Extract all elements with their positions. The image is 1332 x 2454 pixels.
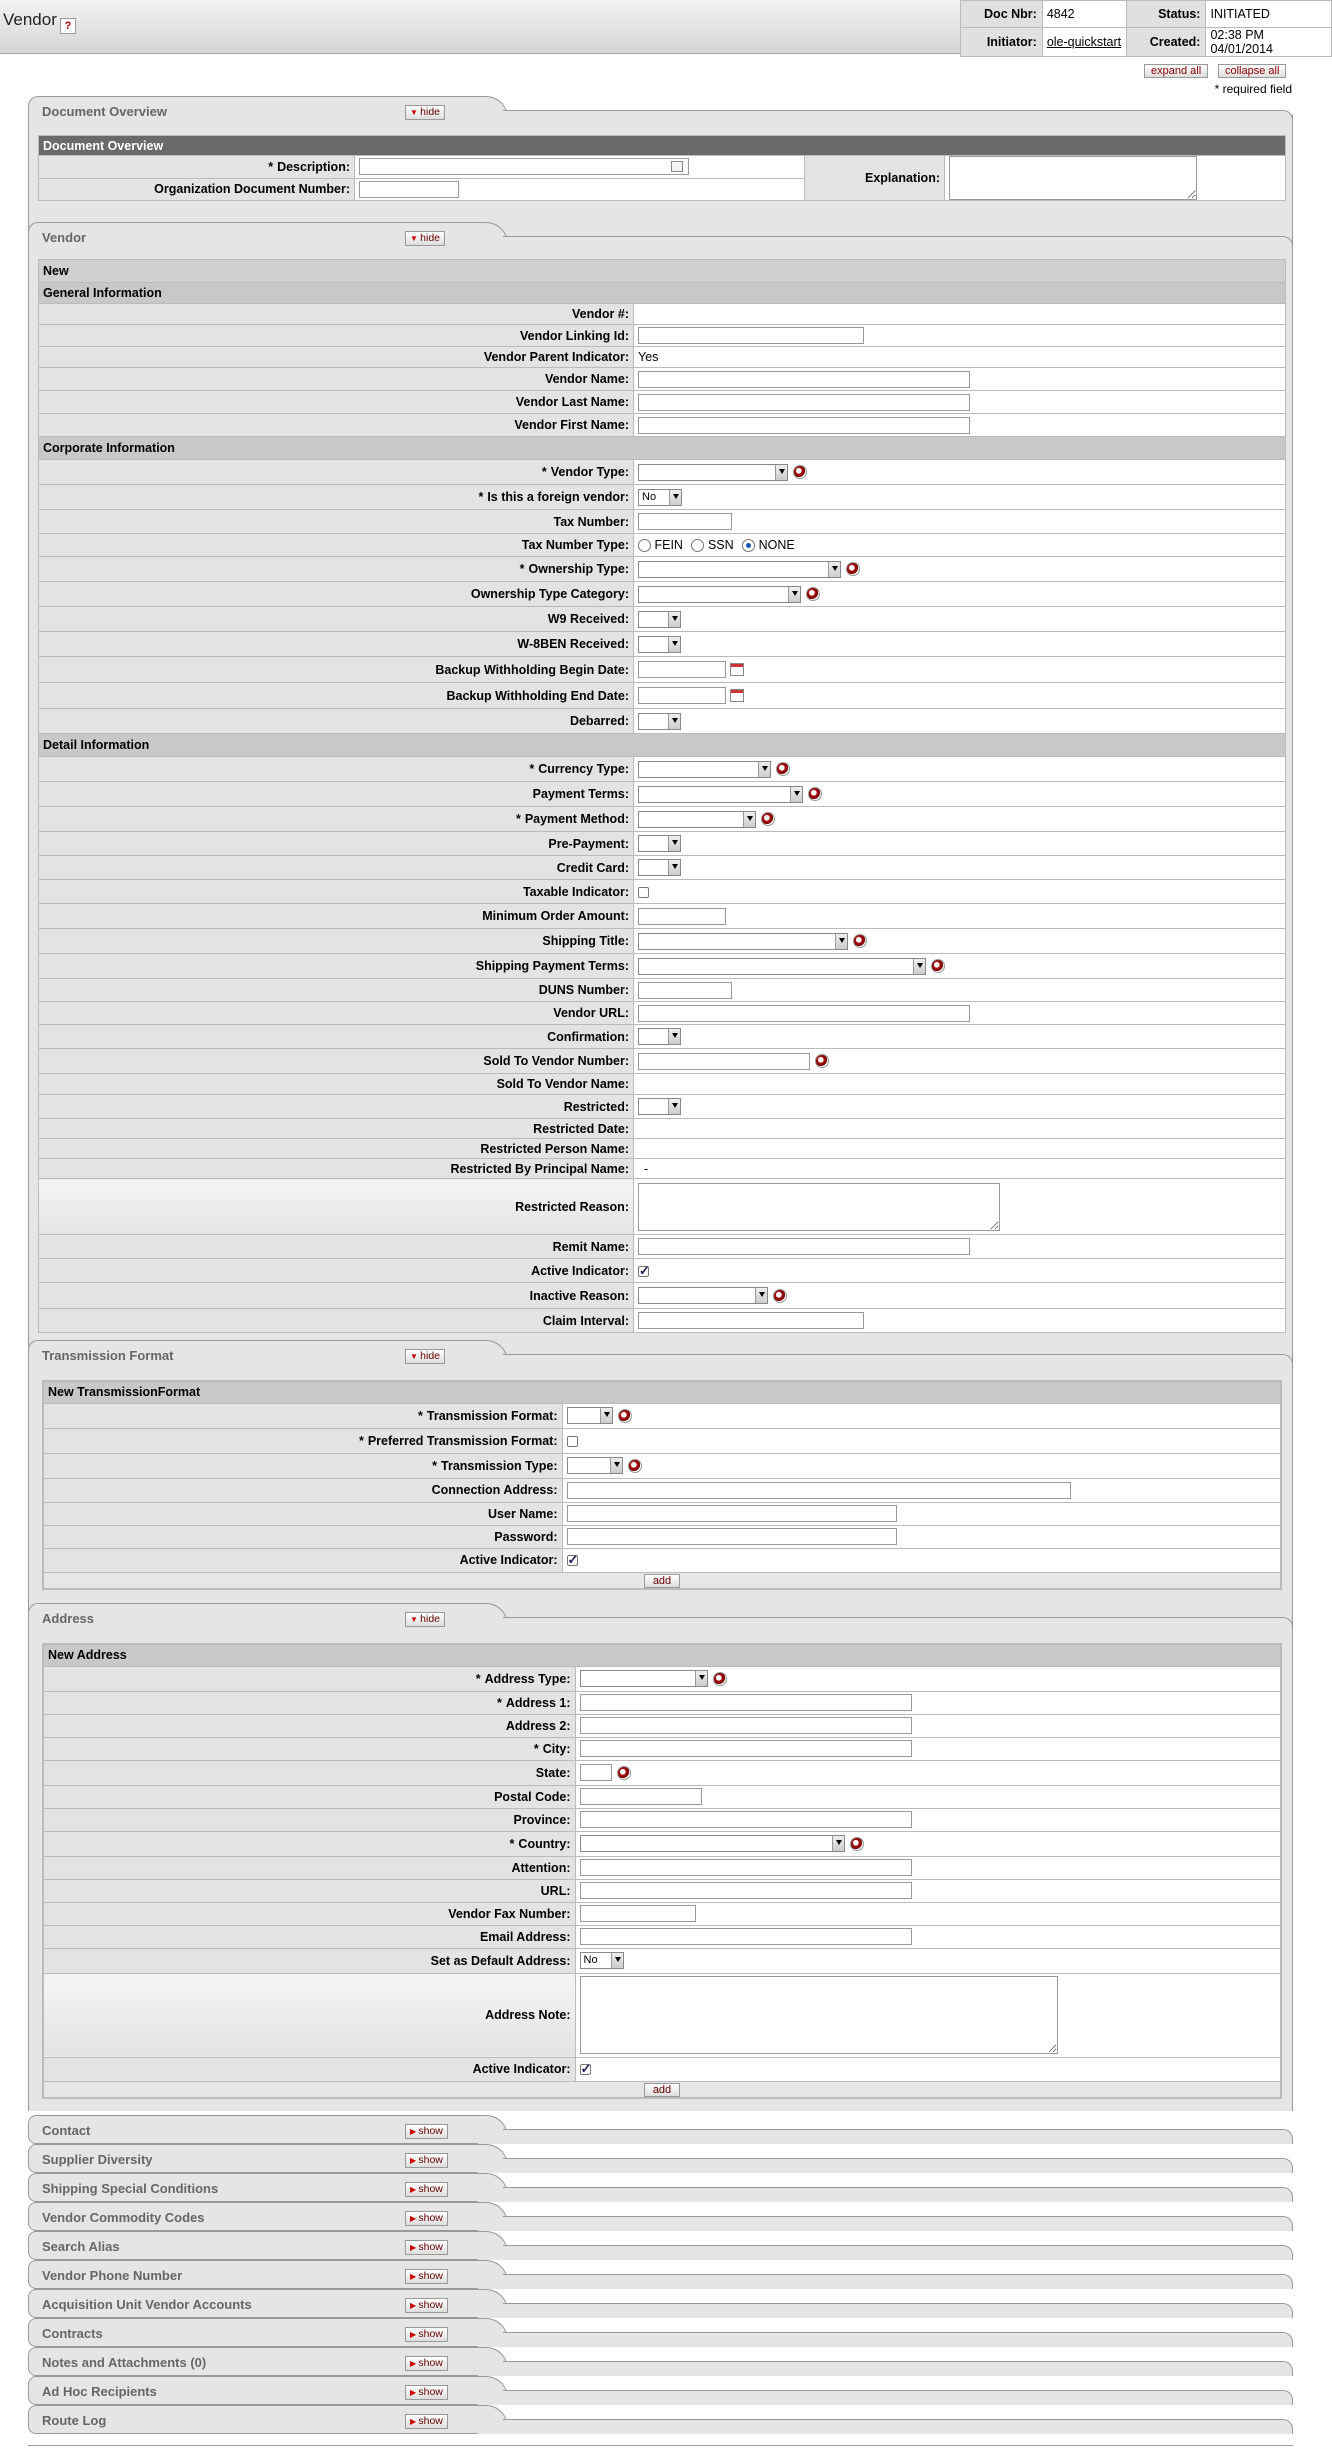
tab-route-log-title: Route Log: [42, 2413, 107, 2428]
detail-info-header: Detail Information: [39, 734, 1286, 757]
restricted-date-label: Restricted Date:: [39, 1119, 634, 1139]
transmission-format-hide-button[interactable]: ▼ hide: [405, 1349, 445, 1364]
ownership-category-lookup-icon[interactable]: [806, 587, 820, 601]
tab-supplier-diversity-title: Supplier Diversity: [42, 2152, 153, 2167]
tab-document-overview-title: Document Overview: [42, 104, 167, 119]
inactive-reason-lookup-icon[interactable]: [773, 1289, 787, 1303]
shipping-special-conditions-show-button[interactable]: ▶ show: [405, 2182, 448, 2197]
active-indicator-label: Active Indicator:: [39, 1259, 634, 1283]
user-name-label: User Name:: [43, 1502, 562, 1525]
vendor-hide-button[interactable]: ▼ hide: [405, 231, 445, 246]
ownership-type-select[interactable]: [638, 561, 841, 578]
vendor-url-label: Vendor URL:: [39, 1002, 634, 1025]
payment-terms-select[interactable]: [638, 786, 803, 803]
address-add-button[interactable]: add: [644, 2083, 680, 2097]
notes-and-attachments-show-button[interactable]: ▶ show: [405, 2356, 448, 2371]
restricted-person-label: Restricted Person Name:: [39, 1139, 634, 1159]
sold-to-number-input[interactable]: [638, 1053, 810, 1070]
address-url-label: URL:: [43, 1879, 575, 1902]
default-address-value: No: [583, 1954, 598, 1966]
tax-type-fein-label: FEIN: [654, 537, 683, 552]
tab-transmission-format-title: Transmission Format: [42, 1348, 174, 1363]
restricted-reason-textarea[interactable]: [638, 1183, 1000, 1231]
transmission-type-select[interactable]: [567, 1457, 623, 1474]
ownership-type-lookup-icon[interactable]: [846, 562, 860, 576]
inactive-reason-select[interactable]: [638, 1287, 768, 1304]
sold-to-lookup-icon[interactable]: [815, 1054, 829, 1068]
vendor-num-label: Vendor #:: [39, 304, 634, 325]
backup-end-calendar-icon[interactable]: [730, 689, 744, 702]
address-type-select[interactable]: [580, 1670, 708, 1687]
tax-type-fein-radio[interactable]: [638, 539, 651, 552]
password-input[interactable]: [567, 1528, 897, 1545]
vendor-phone-number-show-button[interactable]: ▶ show: [405, 2269, 448, 2284]
tab-address-title: Address: [42, 1611, 95, 1626]
new-address-header: New Address: [43, 1644, 1281, 1666]
foreign-vendor-label: Is this a foreign vendor:: [487, 490, 629, 504]
preferred-format-label: Preferred Transmission Format:: [367, 1433, 558, 1448]
ad-hoc-recipients-show-button[interactable]: ▶ show: [405, 2385, 448, 2400]
vendor-commodity-codes-show-button[interactable]: ▶ show: [405, 2211, 448, 2226]
vendor-num-value: [634, 304, 1286, 325]
w9-received-select[interactable]: [638, 611, 681, 628]
restricted-select[interactable]: [638, 1098, 681, 1115]
tab-ad-hoc-recipients-title: Ad Hoc Recipients: [42, 2384, 157, 2399]
ownership-category-label: Ownership Type Category:: [39, 582, 634, 607]
payment-method-select[interactable]: [638, 811, 756, 828]
tab-shipping-special-conditions-title: Shipping Special Conditions: [42, 2181, 219, 2196]
restricted-principal-value: -: [634, 1159, 1286, 1179]
email-address-label: Email Address:: [43, 1925, 575, 1948]
fax-number-label: Vendor Fax Number:: [43, 1902, 575, 1925]
address2-label: Address 2:: [43, 1714, 575, 1737]
transmission-format-lookup-icon[interactable]: [618, 1409, 632, 1423]
transmission-format-select[interactable]: [567, 1407, 613, 1424]
linking-id-input[interactable]: [638, 327, 864, 344]
tax-number-type-label: Tax Number Type:: [39, 534, 634, 557]
restricted-date-value: [634, 1119, 1286, 1139]
state-lookup-icon[interactable]: [617, 1766, 631, 1780]
w8ben-received-label: W-8BEN Received:: [39, 632, 634, 657]
duns-number-input[interactable]: [638, 982, 732, 999]
country-lookup-icon[interactable]: [850, 1837, 864, 1851]
duns-number-label: DUNS Number:: [39, 979, 634, 1002]
route-log-show-button[interactable]: ▶ show: [405, 2414, 448, 2429]
state-input[interactable]: [580, 1764, 612, 1781]
address1-label: Address 1:: [505, 1695, 571, 1710]
address-note-label: Address Note:: [43, 1973, 575, 2057]
shipping-title-lookup-icon[interactable]: [853, 934, 867, 948]
address-url-input[interactable]: [580, 1882, 912, 1899]
explanation-textarea[interactable]: [949, 156, 1197, 200]
country-select[interactable]: [580, 1835, 845, 1852]
vendor-type-lookup-icon[interactable]: [793, 465, 807, 479]
prepayment-label: Pre-Payment:: [39, 832, 634, 856]
document-overview-table: Document Overview * Description: Explanation: Organization Document Number:: [38, 135, 1286, 201]
ownership-category-select[interactable]: [638, 586, 801, 603]
page-title: Vendor: [3, 10, 57, 29]
attention-label: Attention:: [43, 1856, 575, 1879]
doc-nbr-value: 4842: [1042, 1, 1126, 28]
payment-method-label: Payment Method:: [524, 812, 629, 826]
credit-card-select[interactable]: [638, 859, 681, 876]
backup-end-date-input[interactable]: [638, 687, 726, 704]
new-transmission-format-header: New TransmissionFormat: [43, 1381, 1281, 1403]
remit-name-label: Remit Name:: [39, 1235, 634, 1259]
vendor-table: New General Information Vendor #: Vendor Linking Id: Vendor Parent Indicator: Yes Vendor Name: Vendor Last Name: Vendor First Name: Corporate Information * Vendor Type: * Is this a foreign vendor: No Tax Number: Tax Number Type: FEIN SSN NONE * Ownership Type: Ownership Type Category: W9 Received: W-8BEN Received: Backup Withholding Begin Date: Backup Withholding End Date: Debarred: Detail Information * Currency Type: Payment Terms: * Payment Method: Pre-Payment: Credit Card: Taxable Indicator: Minimum Order Amount: Shipping Title: Shipping Payment Terms: DUNS Number: Vendor URL: Confirmation: Sold To Vendor Number: Sold To Vendor Name: Restricted: Restricted Date: Restricted Person Name: Restricted By Principal Name: - Restricted Reason: Remit Name: Active Indicator: ✓ Inactive Reason: Claim Interval:: [38, 259, 1286, 1333]
foreign-vendor-select[interactable]: [638, 489, 682, 506]
panel-bottom-border: [28, 2445, 1293, 2446]
backup-end-date-label: Backup Withholding End Date:: [39, 683, 634, 709]
shipping-title-label: Shipping Title:: [39, 929, 634, 954]
attention-input[interactable]: [580, 1859, 912, 1876]
contracts-show-button[interactable]: ▶ show: [405, 2327, 448, 2342]
status-label: Status:: [1126, 1, 1206, 28]
tax-type-ssn-radio[interactable]: [691, 539, 704, 552]
tab-shipping-special-conditions: [28, 2173, 1293, 2202]
claim-interval-input[interactable]: [638, 1312, 864, 1329]
vendor-last-name-label: Vendor Last Name:: [39, 391, 634, 414]
help-icon[interactable]: ?: [60, 18, 76, 34]
address-type-lookup-icon[interactable]: [713, 1672, 727, 1686]
document-overview-hide-button[interactable]: ▼ hide: [405, 105, 445, 120]
taxable-indicator-label: Taxable Indicator:: [39, 880, 634, 904]
tab-ad-hoc-recipients: [28, 2376, 1293, 2405]
city-label: City:: [542, 1741, 571, 1756]
address1-input[interactable]: [580, 1694, 912, 1711]
connection-address-label: Connection Address:: [43, 1478, 562, 1502]
restricted-principal-label: Restricted By Principal Name:: [39, 1159, 634, 1179]
description-input[interactable]: [359, 158, 689, 175]
vendor-first-name-input[interactable]: [638, 417, 970, 434]
tab-acquisition-unit-vendor-accounts: [28, 2289, 1293, 2318]
status-value: INITIATED: [1206, 1, 1332, 28]
doc-nbr-label: Doc Nbr:: [961, 1, 1043, 28]
tab-address: [28, 1603, 1293, 1629]
vendor-last-name-input[interactable]: [638, 394, 970, 411]
ownership-type-label: Ownership Type:: [528, 562, 629, 576]
address-note-textarea[interactable]: [580, 1976, 1058, 2054]
initiator-label: Initiator:: [961, 28, 1043, 57]
province-input[interactable]: [580, 1811, 912, 1828]
parent-indicator-value: Yes: [634, 347, 1286, 368]
tab-document-overview: [28, 96, 1293, 122]
transmission-type-lookup-icon[interactable]: [628, 1459, 642, 1473]
backup-begin-date-input[interactable]: [638, 661, 726, 678]
tab-search-alias-title: Search Alias: [42, 2239, 120, 2254]
transmission-add-button[interactable]: add: [644, 1574, 680, 1588]
fax-number-input[interactable]: [580, 1905, 696, 1922]
parent-indicator-label: Vendor Parent Indicator:: [39, 347, 634, 368]
currency-type-lookup-icon[interactable]: [776, 762, 790, 776]
transmission-active-checkbox[interactable]: [567, 1555, 578, 1566]
sold-to-name-label: Sold To Vendor Name:: [39, 1074, 634, 1095]
email-address-input[interactable]: [580, 1928, 912, 1945]
tab-vendor-title: Vendor: [42, 230, 87, 245]
transmission-type-label: Transmission Type:: [441, 1458, 558, 1473]
vendor-first-name-label: Vendor First Name:: [39, 414, 634, 437]
tax-type-ssn-label: SSN: [707, 537, 734, 552]
tab-vendor-phone-number: [28, 2260, 1293, 2289]
tab-acquisition-unit-title: Acquisition Unit Vendor Accounts: [42, 2297, 252, 2312]
document-overview-header: Document Overview: [39, 136, 1286, 156]
min-order-label: Minimum Order Amount:: [39, 904, 634, 929]
restricted-person-value: [634, 1139, 1286, 1159]
address-table: New Address * Address Type: * Address 1: Address 2: * City: State: Postal Code: Province: * Country: Attention: URL: Vendor Fax Number: Email Address: Set as Default Address: No Address Note: Active Indicator: ✓ add: [42, 1643, 1282, 2099]
transmission-format-table: New TransmissionFormat * Transmission Format: * Preferred Transmission Format: * Transmission Type: Connection Address: User Name: Password: Active Indicator: ✓ add: [42, 1380, 1282, 1590]
shipping-title-select[interactable]: [638, 933, 848, 950]
tab-vendor-phone-number-title: Vendor Phone Number: [42, 2268, 183, 2283]
acquisition-unit-show-button[interactable]: ▶ show: [405, 2298, 448, 2313]
backup-begin-date-label: Backup Withholding Begin Date:: [39, 657, 634, 683]
tab-contracts: [28, 2318, 1293, 2347]
tab-contact: [28, 2115, 1293, 2144]
user-name-input[interactable]: [567, 1505, 897, 1522]
prepayment-select[interactable]: [638, 835, 681, 852]
vendor-url-input[interactable]: [638, 1005, 970, 1022]
vendor-name-input[interactable]: [638, 371, 970, 388]
restricted-label: Restricted:: [39, 1095, 634, 1119]
tab-vendor: [28, 222, 1293, 248]
shipping-payment-terms-lookup-icon[interactable]: [931, 959, 945, 973]
tax-number-input[interactable]: [638, 513, 732, 530]
address-hide-button[interactable]: ▼ hide: [405, 1612, 445, 1627]
address2-input[interactable]: [580, 1717, 912, 1734]
tax-number-label: Tax Number:: [39, 510, 634, 534]
search-alias-show-button[interactable]: ▶ show: [405, 2240, 448, 2255]
tab-search-alias: [28, 2231, 1293, 2260]
password-label: Password:: [43, 1525, 562, 1548]
tab-contact-title: Contact: [42, 2123, 91, 2138]
required-field-note: * required field: [1214, 82, 1292, 96]
debarred-select[interactable]: [638, 713, 681, 730]
address-active-label: Active Indicator:: [43, 2057, 575, 2081]
corporate-info-header: Corporate Information: [39, 437, 1286, 460]
supplier-diversity-show-button[interactable]: ▶ show: [405, 2153, 448, 2168]
initiator-link[interactable]: ole-quickstart: [1046, 35, 1122, 49]
tab-vendor-commodity-codes-title: Vendor Commodity Codes: [42, 2210, 205, 2225]
org-doc-number-input[interactable]: [359, 181, 459, 198]
address-type-label: Address Type:: [484, 1671, 571, 1686]
state-label: State:: [43, 1760, 575, 1785]
city-input[interactable]: [580, 1740, 912, 1757]
country-label: Country:: [518, 1836, 571, 1851]
vendor-new-header: New: [39, 260, 1286, 283]
foreign-vendor-value: No: [642, 490, 657, 503]
remit-name-input[interactable]: [638, 1238, 970, 1255]
tab-transmission-format: [28, 1340, 1293, 1366]
postal-code-label: Postal Code:: [43, 1785, 575, 1808]
payment-terms-label: Payment Terms:: [39, 782, 634, 807]
shipping-payment-terms-select[interactable]: [638, 958, 926, 975]
created-label: Created:: [1126, 28, 1206, 57]
shipping-payment-terms-label: Shipping Payment Terms:: [39, 954, 634, 979]
default-address-select[interactable]: [580, 1952, 624, 1969]
w9-received-label: W9 Received:: [39, 607, 634, 632]
tax-type-none-radio[interactable]: [742, 539, 755, 552]
backup-begin-calendar-icon[interactable]: [730, 663, 744, 676]
confirmation-label: Confirmation:: [39, 1025, 634, 1049]
restricted-reason-label: Restricted Reason:: [39, 1179, 634, 1235]
tab-contracts-title: Contracts: [42, 2326, 103, 2341]
document-header: [0, 0, 1332, 54]
vendor-type-label: Vendor Type:: [550, 465, 629, 479]
created-value: 02:38 PM 04/01/2014: [1206, 28, 1332, 57]
active-indicator-checkbox[interactable]: [638, 1266, 649, 1277]
inactive-reason-label: Inactive Reason:: [39, 1283, 634, 1309]
document-info-table: [960, 0, 1332, 57]
province-label: Province:: [43, 1808, 575, 1831]
currency-type-select[interactable]: [638, 761, 771, 778]
w8ben-received-select[interactable]: [638, 636, 681, 653]
tab-notes-and-attachments-title: Notes and Attachments (0): [42, 2355, 207, 2370]
general-info-header: General Information: [39, 283, 1286, 304]
taxable-indicator-checkbox[interactable]: [638, 887, 649, 898]
tab-vendor-commodity-codes: [28, 2202, 1293, 2231]
currency-type-label: Currency Type:: [538, 762, 629, 776]
transmission-active-label: Active Indicator:: [43, 1548, 562, 1572]
credit-card-label: Credit Card:: [39, 856, 634, 880]
collapse-all-button[interactable]: collapse all: [1218, 64, 1286, 78]
default-address-label: Set as Default Address:: [43, 1948, 575, 1973]
org-doc-number-label: Organization Document Number:: [39, 178, 355, 201]
postal-code-input[interactable]: [580, 1788, 702, 1805]
connection-address-input[interactable]: [567, 1482, 1071, 1499]
tab-route-log: [28, 2405, 1293, 2434]
sold-to-number-label: Sold To Vendor Number:: [39, 1049, 634, 1074]
payment-method-lookup-icon[interactable]: [761, 812, 775, 826]
contact-show-button[interactable]: ▶ show: [405, 2124, 448, 2139]
transmission-format-label: Transmission Format:: [426, 1408, 558, 1423]
expand-text-icon[interactable]: [671, 161, 683, 172]
vendor-type-select[interactable]: [638, 464, 788, 481]
linking-id-label: Vendor Linking Id:: [39, 325, 634, 347]
vendor-name-label: Vendor Name:: [39, 368, 634, 391]
payment-terms-lookup-icon[interactable]: [808, 787, 822, 801]
explanation-label: Explanation:: [805, 156, 945, 201]
tab-supplier-diversity: [28, 2144, 1293, 2173]
preferred-format-checkbox[interactable]: [567, 1436, 578, 1447]
min-order-input[interactable]: [638, 908, 726, 925]
confirmation-select[interactable]: [638, 1028, 681, 1045]
tab-notes-and-attachments: [28, 2347, 1293, 2376]
tax-type-none-label: NONE: [758, 537, 795, 552]
claim-interval-label: Claim Interval:: [39, 1309, 634, 1333]
sold-to-name-value: [634, 1074, 1286, 1095]
address-active-checkbox[interactable]: [580, 2064, 591, 2075]
expand-all-button[interactable]: expand all: [1144, 64, 1208, 78]
description-label: Description:: [277, 159, 350, 174]
debarred-label: Debarred:: [39, 709, 634, 734]
